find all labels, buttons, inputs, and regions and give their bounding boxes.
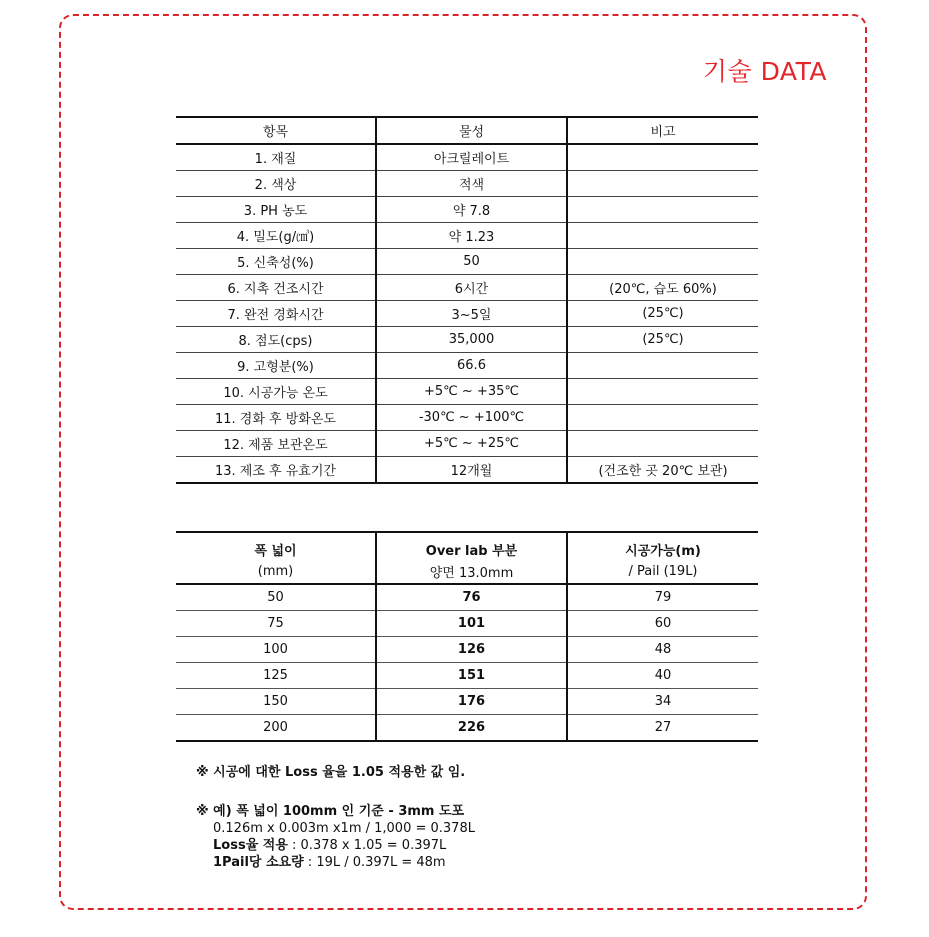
table-cell	[567, 249, 758, 275]
table-cell: 6시간	[376, 275, 567, 301]
table-cell	[567, 379, 758, 405]
table-cell: (건조한 곳 20℃ 보관)	[567, 457, 758, 484]
table-cell: 8. 점도(cps)	[176, 327, 376, 353]
example-line-2	[196, 837, 475, 854]
table-cell: 50	[176, 584, 376, 611]
table-cell: 50	[376, 249, 567, 275]
table-row	[176, 379, 758, 405]
loss-rate-note: ※ 시공에 대한 Loss 율을 1.05 적용한 값 임.	[196, 765, 466, 780]
table-cell: 약 7.8	[376, 197, 567, 223]
column-header-item: 항목	[176, 117, 376, 144]
column-header-width: 폭 넓이	[176, 532, 376, 559]
table-cell: 10. 시공가능 온도	[176, 379, 376, 405]
table-cell: 2. 색상	[176, 171, 376, 197]
table-cell: 100	[176, 637, 376, 663]
table-cell: 125	[176, 663, 376, 689]
table-cell: (20℃, 습도 60%)	[567, 275, 758, 301]
table-cell: 11. 경화 후 방화온도	[176, 405, 376, 431]
table-cell: 12. 제품 보관온도	[176, 431, 376, 457]
table-cell: (25℃)	[567, 301, 758, 327]
table-row	[176, 275, 758, 301]
table-row	[176, 223, 758, 249]
table-row	[176, 611, 758, 637]
table-row	[176, 637, 758, 663]
table-cell: 101	[376, 611, 567, 637]
table-cell: 약 1.23	[376, 223, 567, 249]
table-row	[176, 197, 758, 223]
table-row	[176, 584, 758, 611]
table-header-row	[176, 532, 758, 559]
table-cell: 6. 지촉 건조시간	[176, 275, 376, 301]
column-header-property: 물성	[376, 117, 567, 144]
table-cell: 40	[567, 663, 758, 689]
example-line-3	[196, 854, 475, 871]
table-cell: 12개월	[376, 457, 567, 484]
example-line-1: 0.126m x 0.003m x1m / 1,000 = 0.378L	[213, 821, 475, 836]
table-cell: 34	[567, 689, 758, 715]
table-row	[176, 327, 758, 353]
table-cell: -30℃ ~ +100℃	[376, 405, 567, 431]
column-subheader-overlap: 양면 13.0mm	[376, 559, 567, 584]
table-row	[176, 405, 758, 431]
notes	[196, 764, 475, 871]
table-cell	[567, 144, 758, 171]
table-cell: 35,000	[376, 327, 567, 353]
column-subheader-coverage: / Pail (19L)	[567, 559, 758, 584]
table-cell: 3. PH 농도	[176, 197, 376, 223]
table-cell	[567, 353, 758, 379]
table-cell	[567, 223, 758, 249]
column-header-overlap: Over lab 부분	[376, 532, 567, 559]
table-row	[176, 663, 758, 689]
table-cell: (25℃)	[567, 327, 758, 353]
table-cell: 아크릴레이트	[376, 144, 567, 171]
table-cell: 5. 신축성(%)	[176, 249, 376, 275]
table-cell	[567, 431, 758, 457]
table-cell: +5℃ ~ +25℃	[376, 431, 567, 457]
table-row	[176, 171, 758, 197]
table-cell: 9. 고형분(%)	[176, 353, 376, 379]
table-row	[176, 249, 758, 275]
table-cell: 적색	[376, 171, 567, 197]
table-cell: 4. 밀도(g/㎤)	[176, 223, 376, 249]
table-cell: 76	[376, 584, 567, 611]
pail-value: : 19L / 0.397L = 48m	[303, 855, 446, 870]
table-row	[176, 431, 758, 457]
table-cell: 27	[567, 715, 758, 742]
table-cell: 151	[376, 663, 567, 689]
table-cell: 226	[376, 715, 567, 742]
page-title: 기술 DATA	[702, 57, 827, 86]
table-row	[176, 144, 758, 171]
technical-data-table	[176, 116, 758, 484]
loss-label: Loss율 적용	[213, 838, 288, 853]
table-cell: 7. 완전 경화시간	[176, 301, 376, 327]
table-cell	[567, 197, 758, 223]
column-header-remark: 비고	[567, 117, 758, 144]
table-row	[176, 457, 758, 484]
column-subheader-width: (mm)	[176, 559, 376, 584]
table-row	[176, 353, 758, 379]
table-cell: 60	[567, 611, 758, 637]
table-cell: +5℃ ~ +35℃	[376, 379, 567, 405]
table-cell: 75	[176, 611, 376, 637]
table-subheader-row	[176, 559, 758, 584]
table-cell: 200	[176, 715, 376, 742]
column-header-coverage: 시공가능(m)	[567, 532, 758, 559]
table-cell: 126	[376, 637, 567, 663]
table-row	[176, 301, 758, 327]
loss-value: : 0.378 x 1.05 = 0.397L	[287, 838, 447, 853]
example-heading: ※ 예) 폭 넓이 100mm 인 기준 - 3mm 도포	[196, 804, 465, 819]
table-cell: 3~5일	[376, 301, 567, 327]
table-cell: 66.6	[376, 353, 567, 379]
example-note	[196, 803, 475, 871]
table-cell: 1. 재질	[176, 144, 376, 171]
table-cell: 176	[376, 689, 567, 715]
pail-label: 1Pail당 소요량	[213, 855, 304, 870]
table-cell: 13. 제조 후 유효기간	[176, 457, 376, 484]
table-cell: 79	[567, 584, 758, 611]
table-row	[176, 715, 758, 742]
table-cell: 150	[176, 689, 376, 715]
table-row	[176, 689, 758, 715]
table-cell	[567, 405, 758, 431]
table-cell	[567, 171, 758, 197]
width-coverage-table	[176, 531, 758, 742]
table-cell: 48	[567, 637, 758, 663]
table-header-row	[176, 117, 758, 144]
